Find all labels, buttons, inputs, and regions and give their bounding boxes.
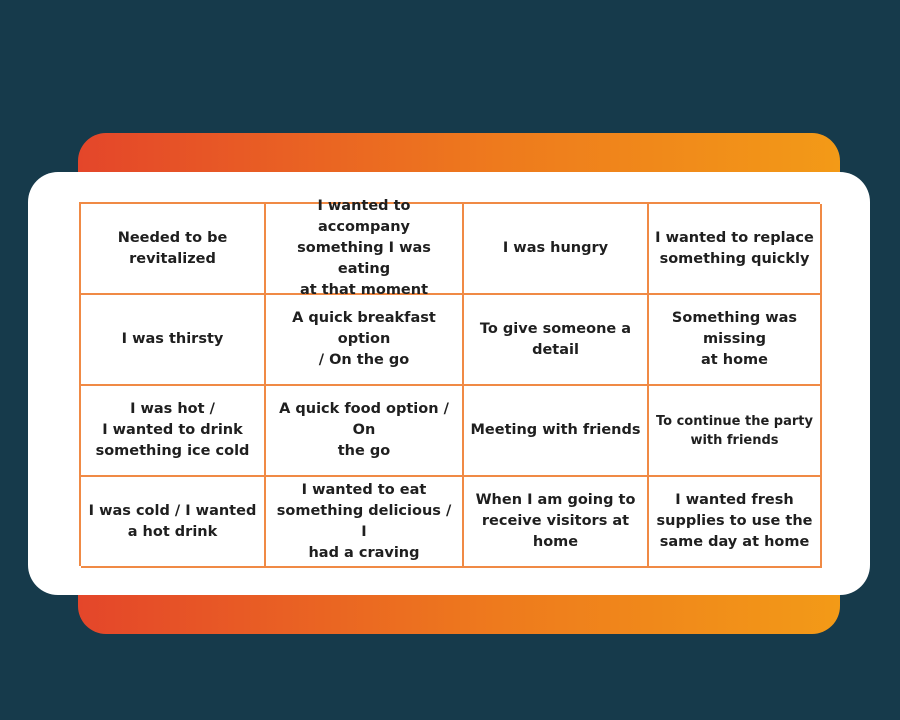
grid-cell: [464, 295, 649, 386]
grid-cell-label: To continue the party with friends: [655, 413, 813, 448]
grid-cell-label: I was hot / I wanted to drink something ice cold: [95, 401, 250, 459]
grid-cell: [649, 386, 822, 477]
grid-cell-label: I was hungry: [502, 240, 609, 256]
grid-cell-label: A quick breakfast option / On the go: [292, 310, 436, 368]
grid-cell: [81, 295, 266, 386]
grid-cell: [266, 386, 464, 477]
grid-cell-label: I wanted to accompany something I was eating at that moment: [297, 198, 431, 298]
reasons-grid: [79, 198, 820, 566]
grid-cell-label: I was thirsty: [121, 331, 224, 347]
grid-cell: [81, 386, 266, 477]
grid-cell: [266, 477, 464, 568]
grid-cell: [81, 477, 266, 568]
grid-cell: [266, 198, 464, 298]
grid-cell: [649, 477, 822, 568]
grid-cell-label: When I am going to receive visitors at home: [475, 492, 636, 550]
grid-cell-label: A quick food option / On the go: [279, 401, 449, 459]
grid-cell-label: Meeting with friends: [470, 422, 641, 438]
grid-cell: [464, 204, 649, 295]
grid-cell: [81, 204, 266, 295]
grid-cell: [464, 477, 649, 568]
grid-cell: [266, 295, 464, 386]
grid-cell: [649, 204, 822, 295]
grid-cell-label: I was cold / I wanted a hot drink: [88, 502, 257, 540]
grid-cell: [649, 295, 822, 386]
grid-cell-label: Something was missing at home: [671, 310, 798, 368]
grid-cell-label: I wanted to eat something delicious / I had a craving: [276, 481, 452, 561]
grid-cell-label: I wanted to replace something quickly: [655, 229, 814, 267]
grid-cell-label: To give someone a detail: [479, 320, 632, 358]
grid-cell-label: Needed to be revitalized: [117, 229, 228, 267]
grid-cell-label: I wanted fresh supplies to use the same day at home: [656, 492, 813, 550]
grid-cell: [464, 386, 649, 477]
